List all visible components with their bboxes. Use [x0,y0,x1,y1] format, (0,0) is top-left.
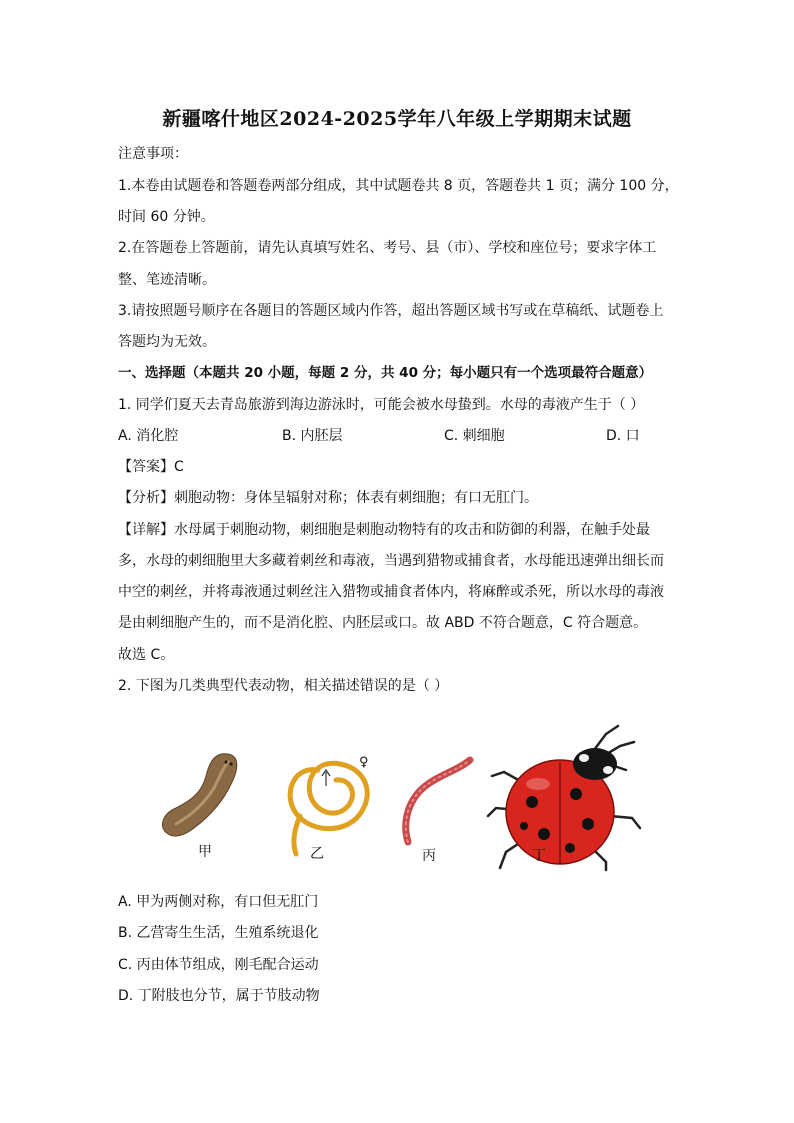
notice-item-2-cont: 整、笔迹清晰。 [118,272,216,288]
q1-conclusion: 故选 C。 [118,647,175,663]
notice-item-1: 1.本卷由试题卷和答题卷两部分组成，其中试题卷共 8 页，答题卷共 1 页；满分 100 分， [118,178,679,194]
q1-detail-line: 多，水母的刺细胞里大多藏着刺丝和毒液，当遇到猎物或捕食者，水母能迅速弹出细长而 [118,553,664,569]
question-2-stem: 2. 下图为几类典型代表动物，相关描述错误的是（ ） [118,678,449,694]
question-1-stem: 1. 同学们夏天去青岛旅游到海边游泳时，可能会被水母蛰到。水母的毒液产生于（ ） [118,397,645,413]
q2-option-b: B. 乙营寄生生活，生殖系统退化 [118,925,319,941]
ladybug-image [488,726,640,870]
notice-heading: 注意事项： [118,146,188,162]
q2-option-c: C. 丙由体节组成，刚毛配合运动 [118,957,319,973]
roundworm-image [290,755,368,854]
earthworm-image [406,760,470,842]
female-symbol: ♀ [359,755,369,770]
animal-figure [140,712,660,872]
section-heading: 一、选择题（本题共 20 小题，每题 2 分，共 40 分；每小题只有一个选项最符合题意） [118,365,653,381]
figure-label-yi: 乙 [310,846,324,862]
q1-analysis: 【分析】刺胞动物：身体呈辐射对称；体表有刺细胞；有口无肛门。 [118,490,538,506]
q1-detail-line: 【详解】水母属于刺胞动物，刺细胞是刺胞动物特有的攻击和防御的利器，在触手处最 [118,522,650,538]
flatworm-image [162,754,236,836]
q1-option-d: D. 口 [606,428,640,444]
q1-detail-line: 是由刺细胞产生的，而不是消化腔、内胚层或口。故 ABD 不符合题意，C 符合题意。 [118,615,648,631]
q1-option-b: B. 内胚层 [282,428,343,444]
notice-item-1-cont: 时间 60 分钟。 [118,209,215,225]
figure-label-bing: 丙 [422,848,436,864]
q1-option-c: C. 刺细胞 [444,428,505,444]
q1-option-a: A. 消化腔 [118,428,179,444]
figure-label-ding: 丁 [532,848,546,864]
q1-detail-line: 中空的刺丝，并将毒液通过刺丝注入猎物或捕食者体内，将麻醉或杀死，所以水母的毒液 [118,584,664,600]
figure-label-jia: 甲 [198,844,212,860]
notice-item-3: 3.请按照题号顺序在各题目的答题区域内作答，超出答题区域书写或在草稿纸、试题卷上 [118,303,664,319]
q2-option-a: A. 甲为两侧对称，有口但无肛门 [118,894,319,910]
notice-item-3-cont: 答题均为无效。 [118,334,216,350]
notice-item-2: 2.在答题卷上答题前，请先认真填写姓名、考号、县（市）、学校和座位号；要求字体工 [118,240,657,256]
q1-answer: 【答案】C [118,459,184,475]
q2-option-d: D. 丁附肢也分节，属于节肢动物 [118,988,320,1004]
page-title: 新疆喀什地区2024-2025学年八年级上学期期末试题 [162,108,632,130]
